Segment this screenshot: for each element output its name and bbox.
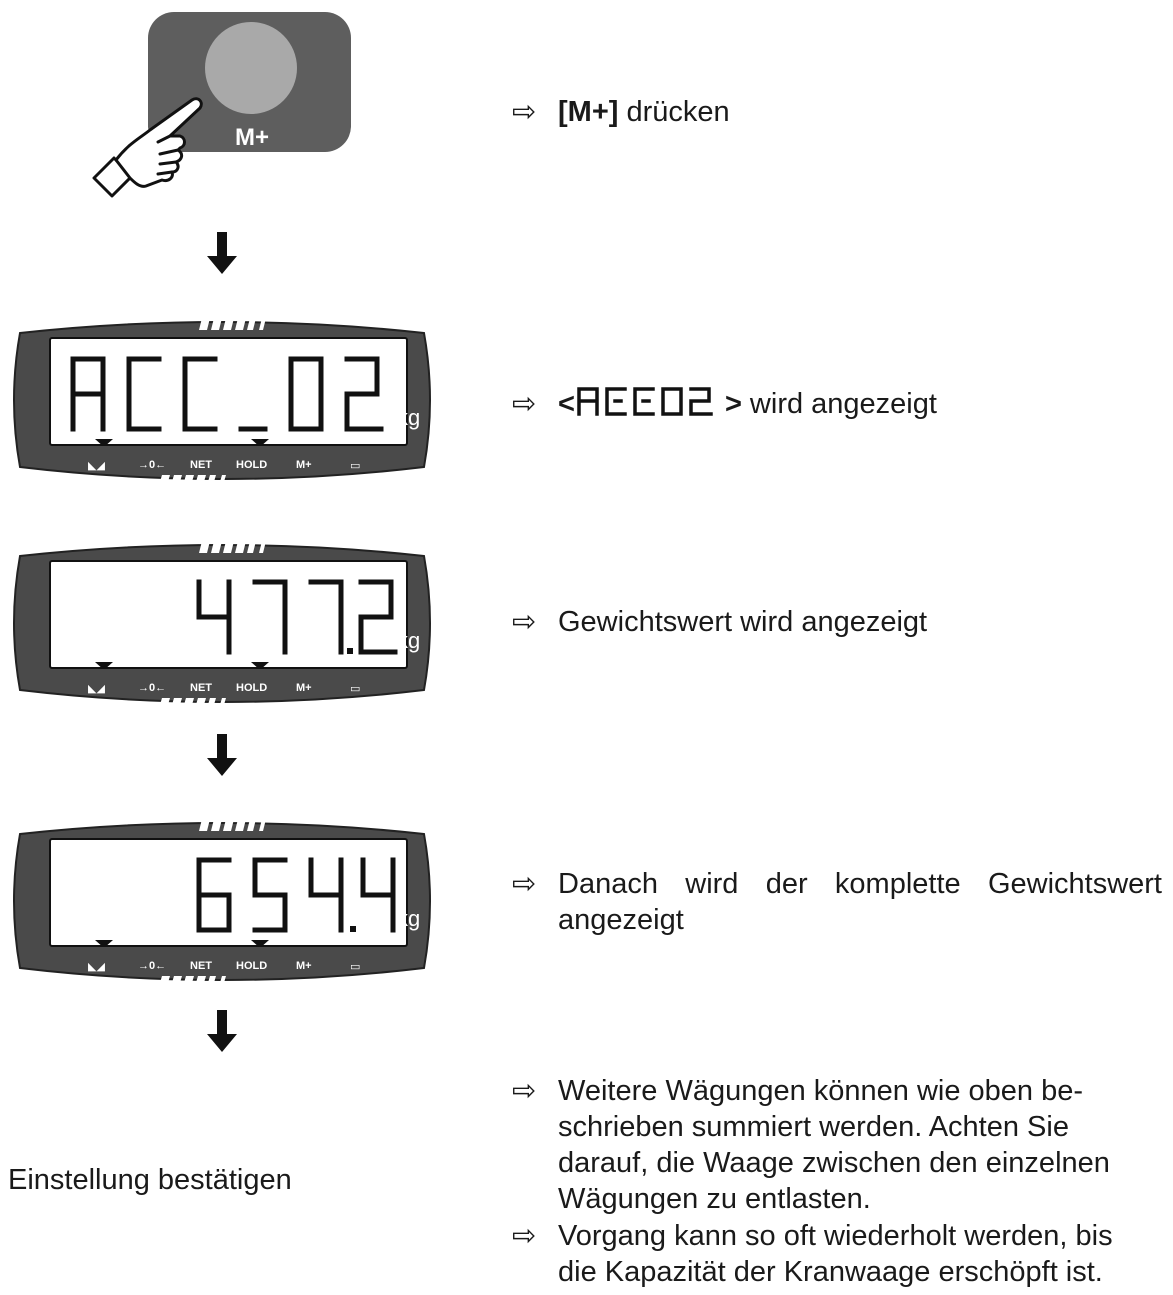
step-text-line: schrieben summiert werden. Achten Sie bbox=[558, 1111, 1069, 1143]
battery-icon: ▭ bbox=[350, 460, 361, 472]
stable-icon: ◣◢ bbox=[88, 460, 105, 472]
zero-annunciator: →0← bbox=[138, 682, 167, 694]
lcd-window bbox=[49, 560, 408, 669]
annunciator-row bbox=[88, 459, 408, 473]
battery-icon: ▭ bbox=[350, 683, 361, 695]
net-annunciator: NET bbox=[190, 960, 212, 972]
arrow-bullet-icon: ⇨ bbox=[512, 1220, 537, 1252]
scale-display-3 bbox=[12, 816, 432, 986]
arrow-bullet-icon: ⇨ bbox=[512, 1075, 537, 1107]
step-text-line: Weitere Wägungen können wie oben be- bbox=[558, 1075, 1084, 1107]
step-text-line: Wägungen zu entlasten. bbox=[558, 1183, 871, 1215]
code-open: < bbox=[558, 388, 575, 420]
mplus-annunciator: M+ bbox=[296, 960, 312, 972]
pointing-hand-icon bbox=[88, 86, 208, 216]
unit-label: kg bbox=[397, 906, 421, 931]
annunciator-row bbox=[88, 682, 408, 696]
battery-icon: ▭ bbox=[350, 961, 361, 973]
net-annunciator: NET bbox=[190, 459, 212, 471]
code-close: > bbox=[724, 388, 742, 420]
hold-annunciator: HOLD bbox=[236, 960, 268, 972]
step-text-line: die Kapazität der Kranwaage erschöpft ist. bbox=[558, 1256, 1103, 1288]
step-6 bbox=[512, 1218, 1162, 1288]
confirm-setting-note: Einstellung bestätigen bbox=[8, 1164, 292, 1196]
stable-icon: ◣◢ bbox=[88, 683, 105, 695]
lcd-segments bbox=[51, 562, 406, 667]
arrow-bullet-icon: ⇨ bbox=[512, 96, 537, 128]
down-arrow-icon bbox=[205, 232, 239, 276]
down-arrow-icon bbox=[205, 734, 239, 778]
scale-display-1 bbox=[12, 315, 432, 485]
step-text: drücken bbox=[618, 96, 730, 128]
zero-annunciator: →0← bbox=[138, 960, 167, 972]
stable-icon: ◣◢ bbox=[88, 961, 105, 973]
m-plus-button-label: M+ bbox=[234, 124, 269, 151]
net-annunciator: NET bbox=[190, 682, 212, 694]
step-1 bbox=[512, 94, 1152, 130]
decimal-point bbox=[350, 926, 356, 932]
step-text-line: Vorgang kann so oft wiederholt werden, bis bbox=[558, 1220, 1113, 1252]
unit-label: kg bbox=[397, 628, 421, 653]
scale-display-2 bbox=[12, 538, 432, 708]
step-2 bbox=[512, 386, 1152, 422]
step-text: Gewichtswert wird angezeigt bbox=[558, 606, 928, 638]
step-text-line: Danach wird der komplette Gewichtswert bbox=[558, 868, 1162, 900]
arrow-bullet-icon: ⇨ bbox=[512, 388, 537, 420]
arrow-bullet-icon: ⇨ bbox=[512, 868, 537, 900]
unit-label: kg bbox=[397, 405, 421, 430]
zero-annunciator: →0← bbox=[138, 459, 167, 471]
lcd-segments bbox=[51, 840, 406, 945]
mplus-annunciator: M+ bbox=[296, 459, 312, 471]
hold-annunciator: HOLD bbox=[236, 682, 268, 694]
arrow-bullet-icon: ⇨ bbox=[512, 606, 537, 638]
mplus-annunciator: M+ bbox=[296, 682, 312, 694]
step-text-line: darauf, die Waage zwischen den einzelnen bbox=[558, 1147, 1110, 1179]
key-label: [M+] bbox=[558, 96, 619, 128]
lcd-window bbox=[49, 337, 408, 446]
annunciator-row bbox=[88, 960, 408, 974]
lcd-window bbox=[49, 838, 408, 947]
decimal-point bbox=[347, 648, 353, 654]
down-arrow-icon bbox=[205, 1010, 239, 1054]
m-plus-button[interactable] bbox=[205, 22, 297, 114]
step-text-line: angezeigt bbox=[558, 904, 684, 936]
lcd-segments bbox=[51, 339, 406, 444]
step-4 bbox=[512, 866, 1162, 936]
acc02-lcd-code bbox=[575, 386, 725, 416]
hold-annunciator: HOLD bbox=[236, 459, 268, 471]
step-5 bbox=[512, 1073, 1162, 1215]
step-3 bbox=[512, 604, 1152, 640]
step-text: wird angezeigt bbox=[741, 388, 937, 420]
